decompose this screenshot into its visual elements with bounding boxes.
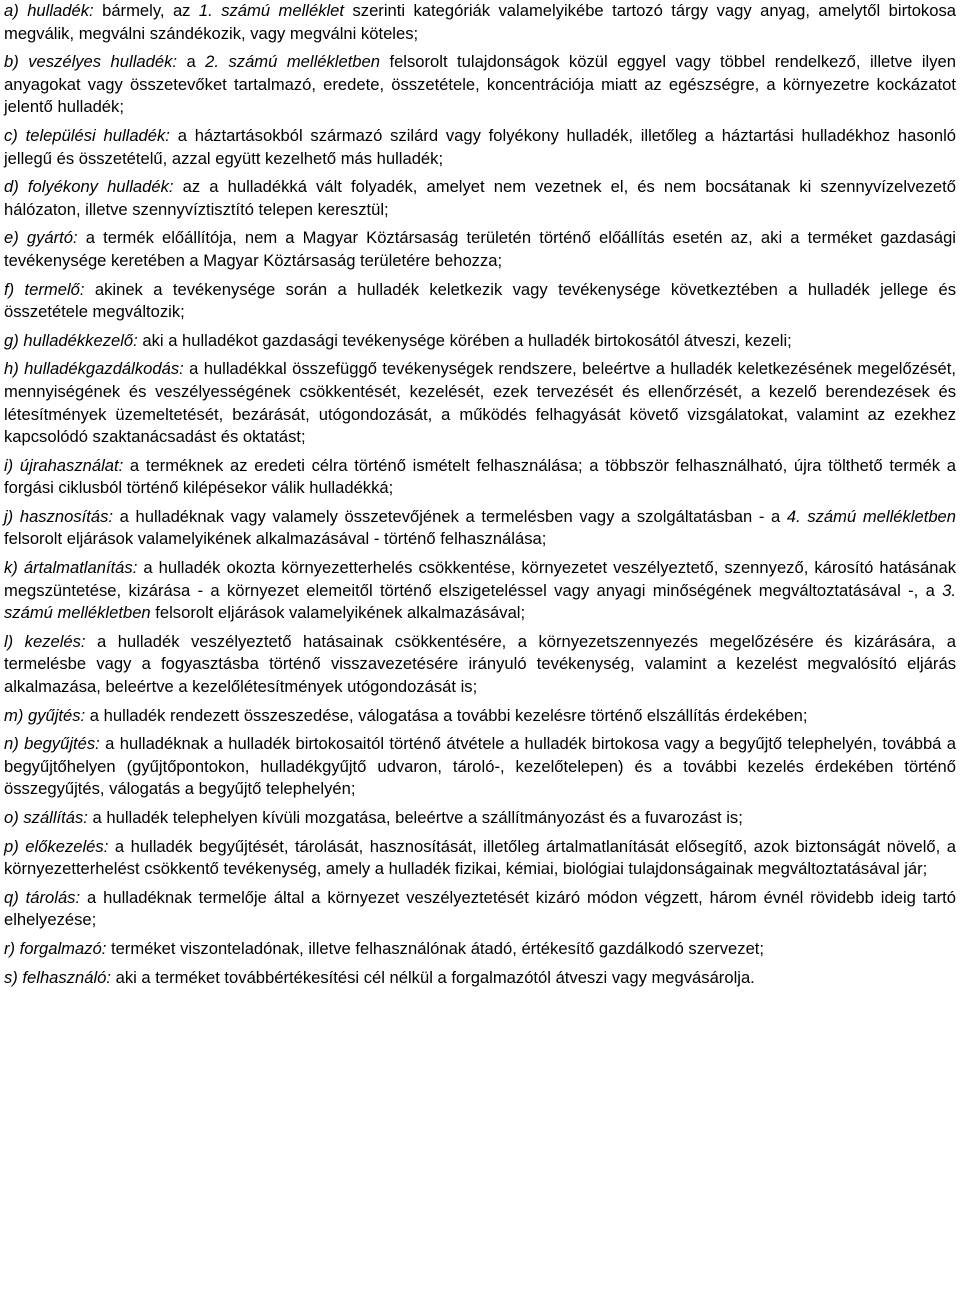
definition-q bbox=[4, 887, 956, 932]
definition-term: k) ártalmatlanítás: bbox=[4, 558, 138, 578]
definition-term: o) szállítás: bbox=[4, 808, 88, 827]
definition-text: 3. számú mellékletben bbox=[4, 580, 956, 623]
definition-g bbox=[4, 330, 956, 353]
definition-term: g) hulladékkezelő: bbox=[4, 330, 138, 350]
definition-term: l) kezelés: bbox=[4, 631, 86, 651]
definition-text: felsorolt eljárások valamelyikének alkalmazásával; bbox=[150, 603, 526, 623]
definition-h bbox=[4, 358, 956, 448]
definition-e bbox=[4, 227, 956, 272]
definition-text: a hulladéknak termelője által a környezet veszélyeztetését kizáró módon végzett, három évnél rövidebb ideig tartó elhelyezése; bbox=[4, 887, 956, 930]
definition-text: a hulladék begyűjtését, tárolását, hasznosítását, illetőleg ártalmatlanítását elősegítő, azok biztonságát növelő, a környezetterhelést csökkentő tevékenység, amely a hulladék fizikai, kémiai, biológiai tulajdonságainak megváltoztatásával jár; bbox=[4, 836, 956, 879]
definition-text: terméket viszonteladónak, illetve felhasználónak átadó, értékesítő gazdálkodó szervezet; bbox=[106, 938, 765, 958]
definition-term: c) települési hulladék: bbox=[4, 125, 170, 145]
definition-o bbox=[4, 807, 956, 830]
definition-d bbox=[4, 176, 956, 221]
definition-term: f) termelő: bbox=[4, 279, 85, 299]
definition-text: a hulladéknak a hulladék birtokosaitól történő átvétele a hulladék birtokosa vagy a begyűjtő telephelyén, továbbá a begyűjtőhelyen (gyűjtőpontokon, hulladékgyűjtő udvaron, tároló-, kezelőtelepen) és a további kezelés érdekében történő összegyűjtés, válogatás a begyűjtő telephelyén; bbox=[4, 734, 956, 799]
definition-text: felsorolt tulajdonságok közül eggyel vagy többel rendelkező, illetve ilyen anyagokat vagy összetevőket tartalmazó, eredete, összetétele, koncentrációja miatt az egészségre, a környezetre kockázatot jelentő hulladék; bbox=[4, 52, 956, 117]
definition-text: a hulladékkal összefüggő tevékenységek rendszere, beleértve a hulladék keletkezésének megelőzését, mennyiségének és veszélyességének csökkentését, kezelését, ezek tervezését és ellenőrzését, a kezelő berendezések és létesítmények üzemeltetését, bezárását, utógondozását, a működés felhagyását követő vizsgálatokat, valamint az ezekhez kapcsolódó szaktanácsadást és oktatást; bbox=[4, 359, 956, 447]
definition-j bbox=[4, 506, 956, 551]
definition-i bbox=[4, 455, 956, 500]
definition-c bbox=[4, 125, 956, 170]
definition-k bbox=[4, 557, 956, 625]
definition-a bbox=[4, 0, 956, 45]
definition-m bbox=[4, 705, 956, 728]
definition-term: q) tárolás: bbox=[4, 887, 81, 907]
definition-l bbox=[4, 631, 956, 699]
definition-n bbox=[4, 733, 956, 801]
definition-text: 4. számú mellékletben bbox=[786, 506, 957, 526]
definition-text: az a hulladékká vált folyadék, amelyet nem vezetnek el, és nem bocsátanak ki szennyvízelvezető hálózaton, illetve szennyvíztisztító telepen keresztül; bbox=[4, 177, 956, 219]
definition-term: j) hasznosítás: bbox=[4, 506, 114, 526]
definition-text: a hulladék okozta környezetterhelés csökkentése, környezetet veszélyeztető, szennyező, károsító hatásának megszüntetése, kizárása - a környezet elemeitől történő elszigeteléssel vagy anyagi minőségének megváltoztatásával -, a bbox=[4, 558, 957, 600]
definition-term: m) gyűjtés: bbox=[4, 705, 86, 725]
definitions-list bbox=[4, 0, 956, 989]
definition-text: a hulladék telephelyen kívüli mozgatása, beleértve a szállítmányozást és a fuvarozást is; bbox=[87, 808, 743, 827]
definition-text: 2. számú mellékletben bbox=[205, 52, 380, 72]
definition-text: a terméknek az eredeti célra történő ismételt felhasználása; a többször felhasználható, újra tölthető termék a forgási ciklusból történő kilépésekor válik hulladékká; bbox=[4, 455, 956, 498]
definition-text: a termék előállítója, nem a Magyar Köztársaság területén történő előállítás esetén az, aki a terméket gazdasági tevékenysége keretében a Magyar Köztársaság területére behozza; bbox=[4, 228, 956, 270]
definition-text: szerinti kategóriák valamelyikébe tartozó tárgy vagy anyag, amelytől birtokosa megválik, megválni szándékozik, vagy megválni köteles; bbox=[4, 1, 956, 43]
definition-text: 1. számú melléklet bbox=[198, 1, 345, 20]
definition-r bbox=[4, 938, 956, 961]
definition-f bbox=[4, 279, 956, 324]
definition-term: s) felhasználó: bbox=[4, 967, 111, 987]
definition-s bbox=[4, 967, 956, 990]
definition-text: felsorolt eljárások valamelyikének alkalmazásával - történő felhasználása; bbox=[4, 529, 547, 549]
definition-text: a hulladék rendezett összeszedése, válogatása a további kezelésre történő elszállítás érdekében; bbox=[85, 705, 808, 725]
definition-term: i) újrahasználat: bbox=[4, 455, 124, 475]
definition-term: n) begyűjtés: bbox=[4, 734, 100, 754]
definition-text: a hulladéknak vagy valamely összetevőjének a termelésben vagy a szolgáltatásban - a bbox=[113, 506, 787, 526]
definition-text: bármely, az bbox=[93, 1, 199, 20]
definition-term: r) forgalmazó: bbox=[4, 938, 107, 958]
definition-term: e) gyártó: bbox=[4, 228, 78, 248]
definition-text: aki a hulladékot gazdasági tevékenysége körében a hulladék birtokosától átveszi, kezeli; bbox=[137, 330, 792, 350]
definition-text: akinek a tevékenysége során a hulladék keletkezik vagy tevékenysége következtében a hulladék jellege és összetétele megváltozik; bbox=[4, 279, 956, 322]
definition-b bbox=[4, 51, 956, 119]
definition-text: a háztartásokból származó szilárd vagy folyékony hulladék, illetőleg a háztartási hulladékhoz hasonló jellegű és összetételű, azzal együtt kezelhető más hulladék; bbox=[4, 125, 956, 168]
definition-term: d) folyékony hulladék: bbox=[4, 177, 174, 197]
definition-term: b) veszélyes hulladék: bbox=[4, 52, 177, 72]
definition-text: a bbox=[176, 52, 206, 72]
definition-p bbox=[4, 836, 956, 881]
definition-text: a hulladék veszélyeztető hatásainak csökkentésére, a környezetszennyezés megelőzésére és kizárására, a termelésbe vagy a fogyasztásba történő visszavezetésére irányuló tevékenység, valamint a kezelést megvalósító eljárás alkalmazása, beleértve a kezelőlétesítmények utógondozását is; bbox=[4, 631, 956, 697]
definition-term: p) előkezelés: bbox=[4, 836, 109, 856]
definition-term: a) hulladék: bbox=[4, 1, 94, 20]
definition-text: aki a terméket továbbértékesítési cél nélkül a forgalmazótól átveszi vagy megvásárolja. bbox=[111, 967, 755, 987]
definition-term: h) hulladékgazdálkodás: bbox=[4, 359, 184, 379]
